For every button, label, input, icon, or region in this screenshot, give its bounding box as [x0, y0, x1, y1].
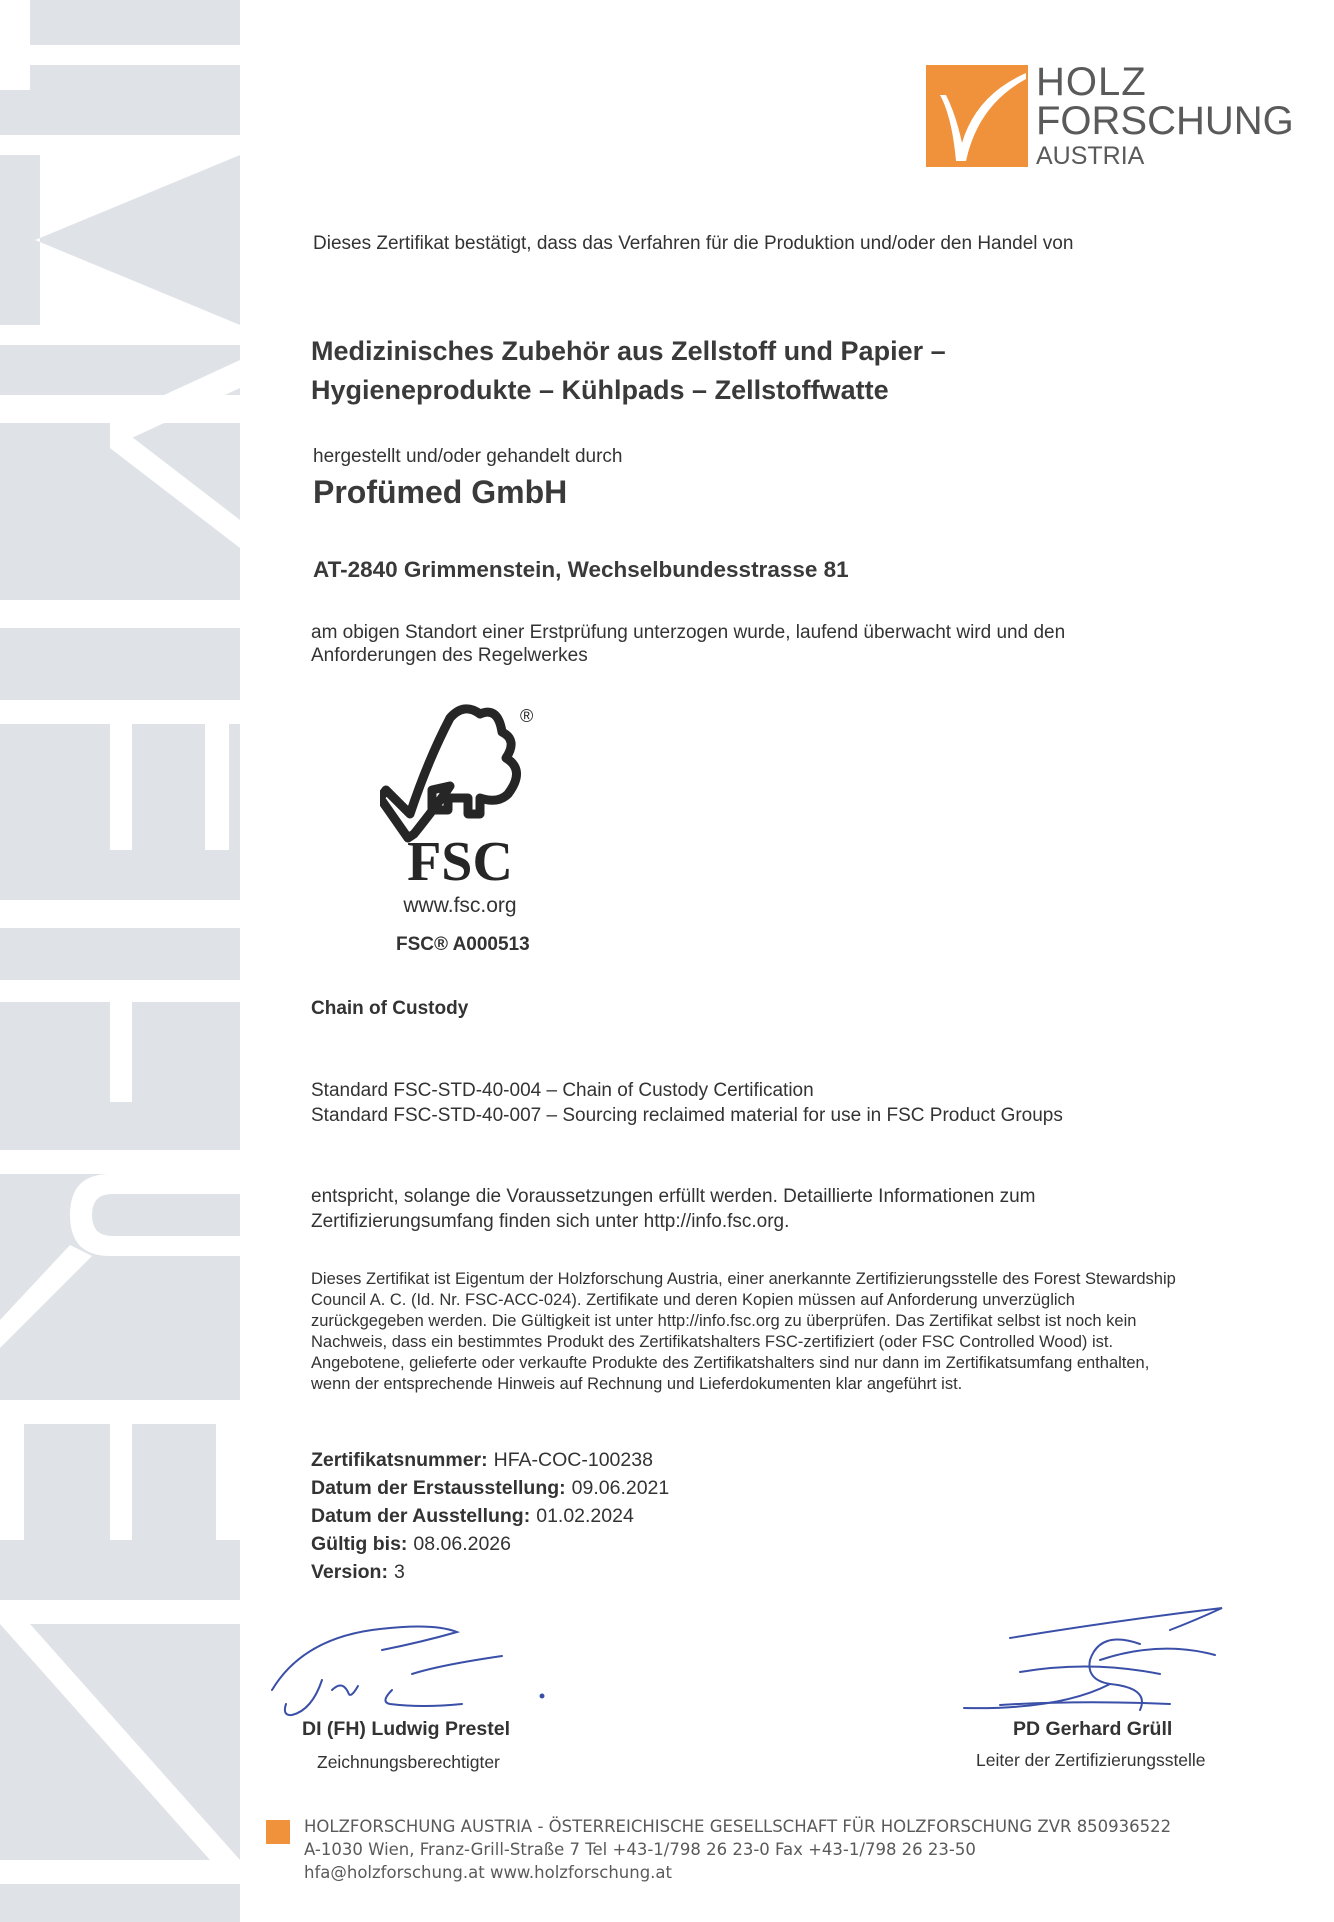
fsc-license-code: FSC® A000513: [396, 934, 530, 955]
certification-scope: Chain of Custody: [311, 998, 469, 1019]
field-value: 09.06.2021: [571, 1477, 670, 1499]
logo-line-1: HOLZ: [1036, 60, 1147, 104]
field-value: 3: [393, 1561, 405, 1583]
disclaimer-line: zurückgegeben werden. Die Gültigkeit ist unter http://info.fsc.org zu überprüfen. Das Zertifikat selbst ist noch kein: [311, 1312, 1137, 1330]
field-certificate-number: [311, 1447, 653, 1473]
field-issue-date: [311, 1503, 634, 1529]
field-label: Zertifikatsnummer:: [311, 1449, 488, 1471]
footer-line-1: HOLZFORSCHUNG AUSTRIA - ÖSTERREICHISCHE GESELLSCHAFT FÜR HOLZFORSCHUNG ZVR 850936522: [304, 1817, 1172, 1836]
fsc-registered-mark: ®: [520, 706, 534, 726]
signature-right-graphic: [960, 1600, 1230, 1720]
field-label: Version:: [311, 1561, 388, 1583]
logo-line-2: FORSCHUNG: [1036, 99, 1294, 143]
holzforschung-logo: [926, 62, 1306, 170]
compliance-line-1: entspricht, solange die Voraussetzungen erfüllt werden. Detaillierte Informationen zum: [311, 1186, 1036, 1207]
manufacturer-intro: hergestellt und/oder gehandelt durch: [313, 446, 623, 467]
audit-text-line-1: am obigen Standort einer Erstprüfung unterzogen wurde, laufend überwacht wird und den: [311, 622, 1066, 643]
fsc-logo: [380, 698, 540, 920]
footer-accent-square: [266, 1820, 290, 1844]
field-label: Datum der Ausstellung:: [311, 1505, 531, 1527]
product-line-1: Medizinisches Zubehör aus Zellstoff und Papier –: [311, 336, 946, 366]
intro-text: Dieses Zertifikat bestätigt, dass das Verfahren für die Produktion und/oder den Handel von: [313, 233, 1074, 254]
signature-left-graphic: [262, 1620, 562, 1720]
disclaimer-line: wenn der entsprechende Hinweis auf Rechnung und Lieferdokumenten klar angeführt ist.: [311, 1375, 963, 1393]
compliance-line-2: Zertifizierungsumfang finden sich unter http://info.fsc.org.: [311, 1211, 790, 1232]
side-band-zertifikat: [0, 0, 240, 1922]
product-line-2: Hygieneprodukte – Kühlpads – Zellstoffwatte: [311, 375, 889, 405]
holzforschung-v-mark-icon: [926, 65, 1028, 167]
signatory-left-name: DI (FH) Ludwig Prestel: [302, 1718, 511, 1740]
field-label: Datum der Erstausstellung:: [311, 1477, 566, 1499]
zertifikat-letters-graphic: [0, 0, 240, 1922]
company-name: Profümed GmbH: [313, 474, 568, 510]
disclaimer-line: Dieses Zertifikat ist Eigentum der Holzforschung Austria, einer anerkannte Zertifizierungsstelle des Forest Stewardship: [311, 1270, 1176, 1288]
field-version: [311, 1559, 405, 1585]
disclaimer-line: Nachweis, dass ein bestimmtes Produkt des Zertifikatshalters FSC-zertifiziert (oder FSC Controlled Wood) ist.: [311, 1333, 1114, 1351]
signatory-right-role: Leiter der Zertifizierungsstelle: [976, 1750, 1206, 1770]
field-label: Gültig bis:: [311, 1533, 408, 1555]
field-value: 01.02.2024: [536, 1505, 634, 1527]
company-address: AT-2840 Grimmenstein, Wechselbundesstrasse 81: [313, 557, 849, 582]
fsc-url: www.fsc.org: [403, 894, 517, 917]
fsc-wordmark: FSC: [407, 831, 513, 893]
disclaimer-line: Angebotene, gelieferte oder verkaufte Produkte des Zertifikatshalters sind nur dann im Zertifikatsumfang enthalten,: [311, 1354, 1150, 1372]
logo-line-3: AUSTRIA: [1036, 142, 1145, 170]
fsc-tree-checkmark-icon: [380, 698, 540, 920]
field-first-issue-date: [311, 1475, 669, 1501]
field-valid-until: [311, 1531, 511, 1557]
field-value: HFA-COC-100238: [493, 1449, 653, 1471]
signatory-left-role: Zeichnungsberechtigter: [317, 1752, 500, 1772]
product-title: [311, 332, 946, 410]
field-value: 08.06.2026: [413, 1533, 512, 1555]
standard-1: Standard FSC-STD-40-004 – Chain of Custody Certification: [311, 1080, 814, 1101]
signatory-right-name: PD Gerhard Grüll: [1013, 1718, 1173, 1740]
standard-2: Standard FSC-STD-40-007 – Sourcing reclaimed material for use in FSC Product Groups: [311, 1105, 1063, 1126]
footer-line-3: hfa@holzforschung.at www.holzforschung.at: [304, 1863, 672, 1882]
disclaimer-paragraph: [311, 1269, 1176, 1395]
audit-text-line-2: Anforderungen des Regelwerkes: [311, 645, 588, 666]
disclaimer-line: Council A. C. (Id. Nr. FSC-ACC-024). Zertifikate und deren Kopien müssen auf Anforderung unverzüglich: [311, 1291, 1075, 1309]
footer-line-2: A-1030 Wien, Franz-Grill-Straße 7 Tel +43-1/798 26 23-0 Fax +43-1/798 26 23-50: [304, 1840, 976, 1859]
